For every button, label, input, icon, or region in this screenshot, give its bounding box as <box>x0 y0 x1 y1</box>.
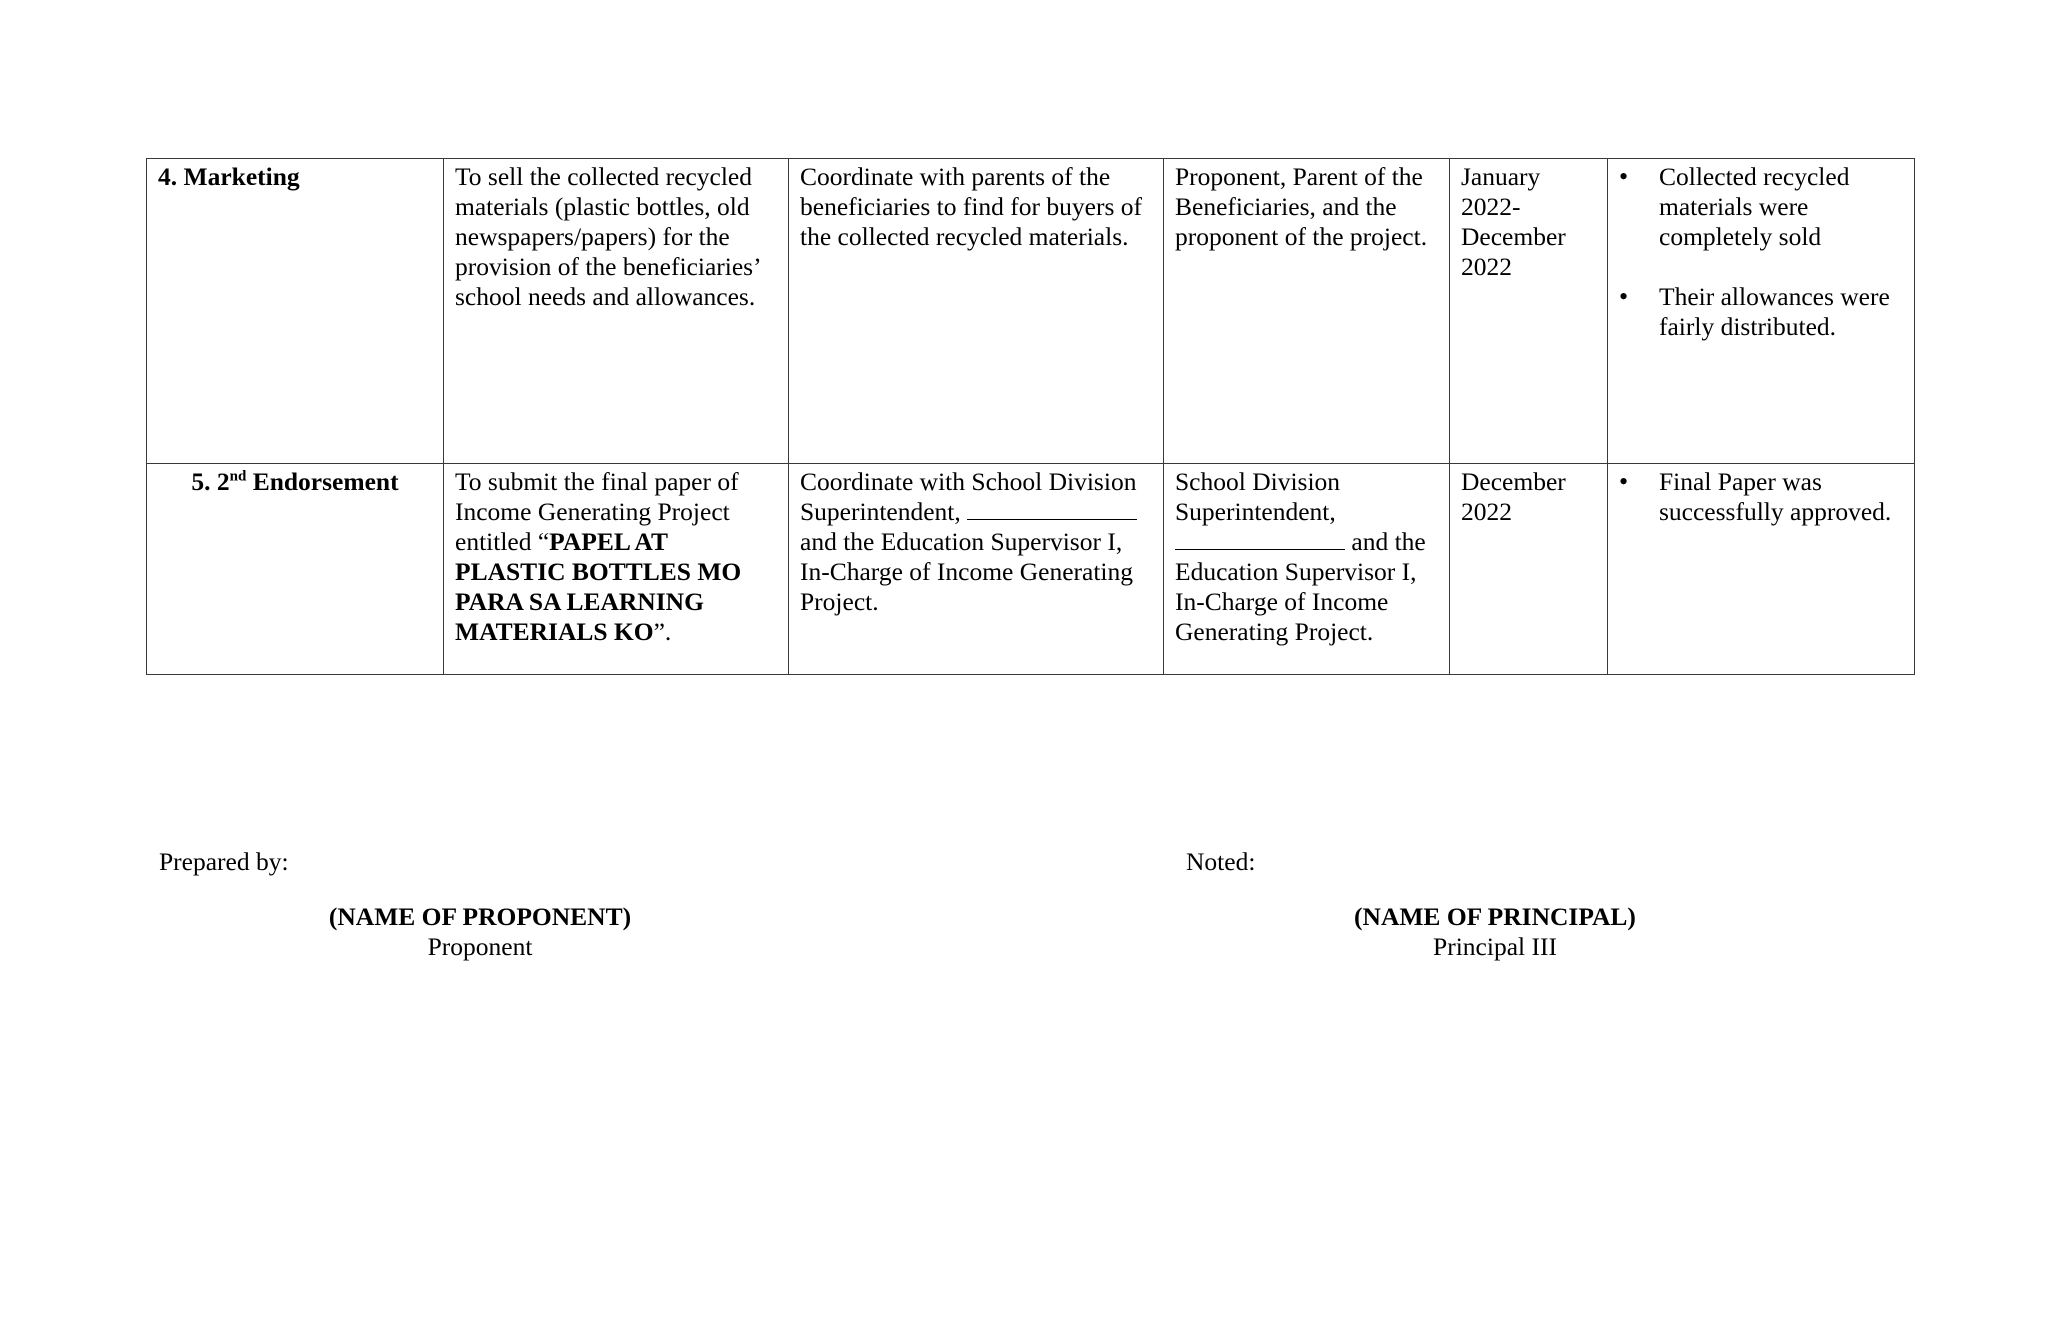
time-frame-text: January 2022- December 2022 <box>1461 162 1566 281</box>
outcome-item: • Their allowances were fairly distributed. <box>1659 282 1903 342</box>
table-row <box>147 464 1915 675</box>
activity-ordinal-suffix: nd <box>229 468 247 485</box>
activity-title: 4. Marketing <box>158 162 300 191</box>
principal-name: (NAME OF PRINCIPAL) <box>1354 902 1636 931</box>
strategy-text-end: and the Education Supervisor I, In-Charge of Income Generating Project. <box>800 527 1134 616</box>
strategy-text: Coordinate with parents of the beneficiaries to find for buyers of the collected recycled materials. <box>800 162 1142 251</box>
persons-involved-cell <box>1164 464 1450 675</box>
persons-involved-text-end: and the Education Supervisor I, In-Charge of Income Generating Project. <box>1175 527 1426 646</box>
expected-outcome-cell <box>1608 159 1915 464</box>
objective-text-start: To submit the final paper of Income Generating Project entitled “ <box>455 467 739 556</box>
time-frame-cell <box>1450 159 1608 464</box>
proponent-name: (NAME OF PROPONENT) <box>328 902 632 931</box>
outcome-item: • Collected recycled materials were completely sold <box>1659 162 1903 252</box>
objective-text: To sell the collected recycled materials (plastic bottles, old newspapers/papers) for the provision of the beneficiaries’ school needs and allowances. <box>455 162 760 311</box>
name-blank-line <box>967 497 1137 520</box>
outcome-list <box>1619 162 1903 342</box>
project-title: PAPEL AT PLASTIC BOTTLES MO PARA SA LEARNING MATERIALS KO <box>455 527 742 646</box>
activity-cell <box>147 159 444 464</box>
table-row <box>147 159 1915 464</box>
time-frame-cell <box>1450 464 1608 675</box>
name-blank-line <box>1175 527 1345 550</box>
strategy-text-start: Coordinate with School Division Superintendent, <box>800 467 1137 526</box>
noted-label: Noted: <box>1186 847 1256 876</box>
objective-text-end: ”. <box>653 617 672 646</box>
prepared-by-label: Prepared by: <box>159 847 289 876</box>
objective-cell <box>444 159 789 464</box>
action-plan-table <box>146 158 1915 675</box>
activity-number: 5. 2 <box>191 467 230 496</box>
persons-involved-text: Proponent, Parent of the Beneficiaries, and the proponent of the project. <box>1175 162 1428 251</box>
outcome-list <box>1619 467 1903 527</box>
activity-cell <box>147 464 444 675</box>
persons-involved-text-start: School Division Superintendent, <box>1175 467 1341 526</box>
expected-outcome-cell <box>1608 464 1915 675</box>
principal-role: Principal III <box>1433 932 1557 961</box>
strategy-cell <box>789 464 1164 675</box>
persons-involved-cell <box>1164 159 1450 464</box>
activity-title <box>158 467 432 497</box>
proponent-role: Proponent <box>427 932 533 961</box>
strategy-cell <box>789 159 1164 464</box>
objective-cell <box>444 464 789 675</box>
activity-name: Endorsement <box>246 467 399 496</box>
time-frame-text: December 2022 <box>1461 467 1566 526</box>
outcome-item: • Final Paper was successfully approved. <box>1659 467 1903 527</box>
